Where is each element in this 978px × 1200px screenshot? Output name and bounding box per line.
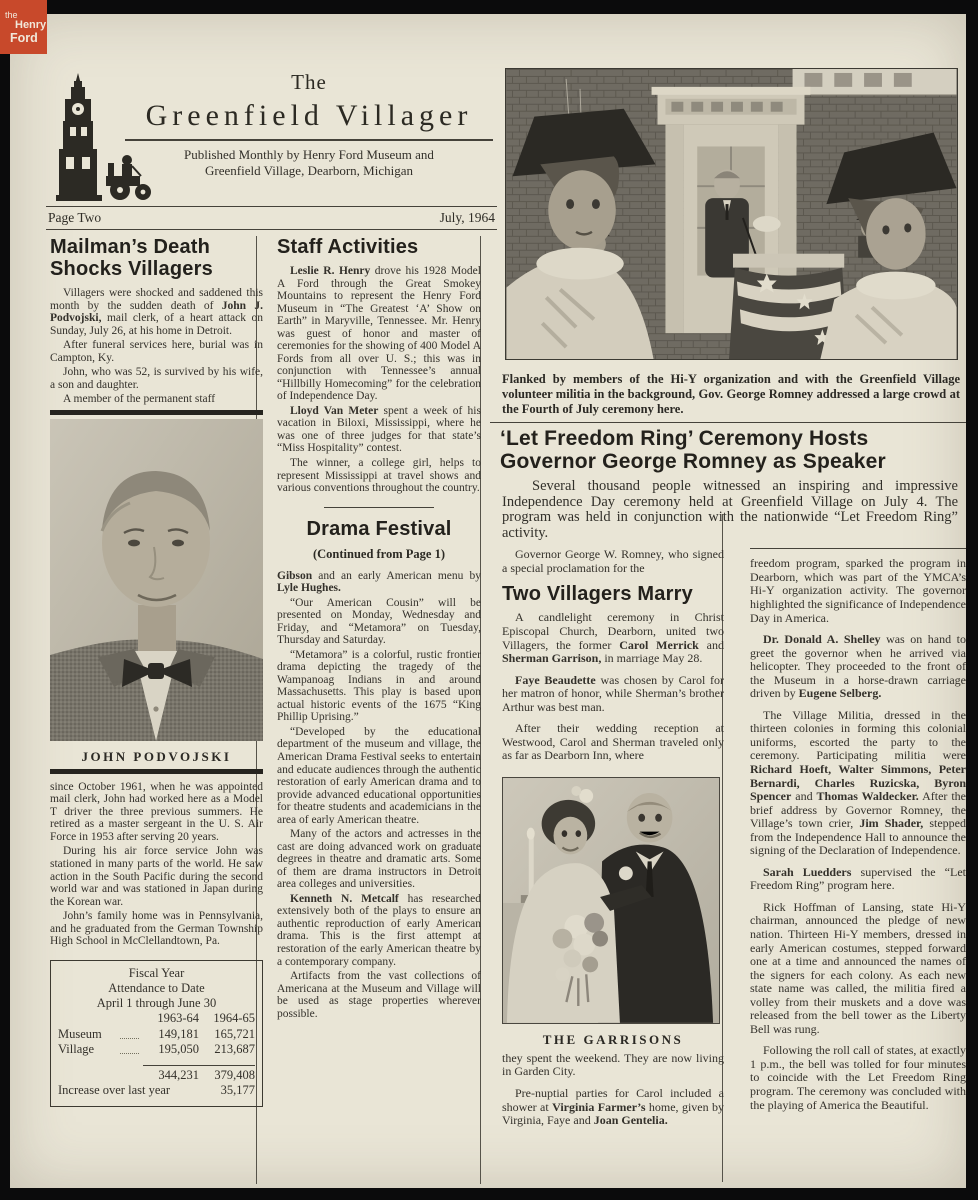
- subcolumn-right: [750, 548, 966, 1135]
- masthead-publisher-line1: Published Monthly by Henry Ford Museum and: [184, 147, 434, 162]
- text-segment: was chosen by Carol for her matron of honor, while Sherman’s brother Arthur was best man.: [502, 672, 725, 714]
- continued-note: (Continued from Page 1): [312, 546, 446, 561]
- column-header: 1964-65: [213, 1011, 255, 1026]
- masthead: [125, 70, 493, 180]
- text-segment: has researched extensively both of the plays to ensure an authentic reproduction of early American drama. This is the first attempt at restoration of the early American theatre by a contemporary company.: [277, 892, 481, 968]
- table-row: Museum 149,181 165,721: [58, 1026, 255, 1041]
- bold-name: Jim Shader,: [859, 816, 924, 831]
- drama-festival-headline: Drama Festival: [306, 517, 452, 540]
- text-segment: was on hand to greet the governor when he arrived via helicopter. They proceeded to the front of the Museum in a horse-drawn carriage driven by: [750, 632, 966, 701]
- text-segment: Pre-nuptial parties for Carol included a shower at: [502, 1086, 724, 1114]
- table-header-row: [58, 1011, 255, 1026]
- newsletter-page: [10, 14, 966, 1188]
- article-headline: Mailman’s Death Shocks Villagers: [50, 236, 213, 280]
- article-paragraph: After their wedding reception at Westwood, Carol and Sherman traveled only as far as Dearborn Inn, where: [502, 721, 724, 763]
- bold-name: Lyle Hughes.: [277, 582, 341, 595]
- bold-name: Sherman Garrison,: [502, 651, 602, 666]
- article-paragraph: [277, 405, 481, 455]
- dot-leader: [120, 1038, 139, 1039]
- article-paragraph: After funeral services here, burial was in Campton, Ky.: [50, 339, 263, 364]
- table-subtitle: April 1 through June 30: [96, 996, 217, 1011]
- article-paragraph: [502, 611, 724, 665]
- folio-line: [46, 206, 497, 230]
- text-segment: mail clerk, of a heart attack on Sunday, July 26, at his home in Detroit.: [50, 312, 263, 337]
- article-paragraph: Many of the actors and actresses in the cast are doing advanced work on graduate degrees in theatre and dramatic arts. Some of them are drama instructors in Detroit area colleges and universities.: [277, 828, 481, 891]
- article-paragraph: [750, 633, 966, 701]
- bold-name: Richard Hoeft, Walter Simmons, Peter Bernardi, Charles Ruzicska, Byron Spencer: [750, 762, 966, 804]
- podvojski-portrait-photo: [50, 419, 263, 741]
- article-paragraph: A member of the permanent staff: [63, 393, 216, 406]
- article-paragraph: Rick Hoffman of Lansing, state Hi-Y chairman, announced the pledge of new nation. Thirteen Hi-Y members, dressed in early American costumes, stepped forward one at a time and announced the names of the signers for each colony. As each new state name was called, the militia fired a volley from their muskets and a dove was released from the bell tower as the Liberty Bell was rung.: [750, 899, 966, 1036]
- text-segment: and an early American menu by: [312, 569, 481, 582]
- table-row: Village 195,050 213,687: [58, 1041, 255, 1056]
- bold-name: Eugene Selberg.: [798, 686, 882, 701]
- text-segment: in marriage May 28.: [601, 651, 703, 666]
- section-rule: [750, 548, 966, 549]
- section-rule: [490, 422, 966, 423]
- article-paragraph: [50, 287, 263, 337]
- romney-photo-caption: Flanked by members of the Hi-Y organization and with the Greenfield Village volunteer militia in the background, Gov. George Romney addressed a large crowd at the Fourth of July ceremony here.: [502, 372, 960, 416]
- photo-caption: JOHN PODVOJSKI: [81, 748, 232, 764]
- article-paragraph: they spent the weekend. They are now living in Garden City.: [502, 1050, 724, 1079]
- article-paragraph: “Our American Cousin” will be presented on Monday, Wednesday and Friday, and “Metamora” on Tuesday, Thursday and Saturday.: [277, 596, 481, 647]
- article-paragraph: since October 1961, when he was appointed mail clerk, John had worked here as a Model T driver the three previous summers. He retired as a master sergeant in the U. S. Air Force in 1953 after serving 20 years.: [50, 780, 263, 843]
- text-segment: and: [791, 789, 817, 804]
- article-paragraph: Artifacts from the vast collections of Americana at the Museum and Village will be used as stage properties wherever possible.: [277, 970, 481, 1020]
- the-henry-ford-logo: the Henry Ford: [0, 0, 47, 54]
- photo-rule: [50, 769, 263, 774]
- text-segment: stepped from the Independence Hall to announce the signing of the Declaration of Independence.: [750, 816, 967, 858]
- article-mailmans-death: [50, 236, 263, 1107]
- text-segment: supervised the “Let Freedom Ring” program here.: [750, 864, 966, 893]
- article-paragraph: [277, 265, 481, 403]
- photo-rule: [50, 410, 263, 415]
- bold-name: Leslie R. Henry: [290, 265, 371, 277]
- attendance-table: [50, 960, 263, 1107]
- article-paragraph: “Developed by the educational department of the museum and village, the American Drama Festival seeks to entertain and educate audiences through the authentic restoration of early American drama and to provide advanced educational opportunities for theatre students and academicians in the area of early American theatre.: [277, 725, 481, 826]
- table-subtitle: Attendance to Date: [108, 980, 205, 995]
- section-rule: [324, 507, 434, 508]
- article-paragraph: Governor George W. Romney, who signed a special proclamation for the: [502, 547, 724, 575]
- article-paragraph: The winner, a college girl, helps to represent Mississippi at travel shows and various conventions throughout the country.: [277, 456, 481, 495]
- bold-name: Kenneth N. Metcalf: [290, 892, 399, 905]
- bold-name: Lloyd Van Meter: [290, 404, 379, 417]
- bold-name: Dr. Donald A. Shelley: [763, 632, 881, 647]
- text-segment: drove his 1928 Model A Ford through the Great Smokey Mountains to represent the Henry Ford Museum in “The Greatest ‘A’ Show on Earth” in Maryville, Tennessee. Mr. Henry was guest of honor and master of ceremonies for the showing of 400 Model A Fords from all over U. S.; this was in conjunction with Tennessee’s annual “Hillbilly Homecoming” for the celebration of Independence Day.: [277, 265, 481, 403]
- column-staff-drama: [277, 236, 481, 1022]
- article-paragraph: freedom program, sparked the program in Dearborn, which was part of the YMCA’s Hi-Y organization activity. The governor highlighted the significance of Independence Day in America.: [750, 556, 966, 625]
- page-number: Page Two: [48, 210, 102, 225]
- bold-name: John J. Podvojski,: [50, 299, 263, 325]
- text-segment: A candlelight ceremony in Christ Episcopal Church, Dearborn, united two Villagers, the former: [502, 610, 724, 652]
- text-segment: spent a week of his vacation in Biloxi, Mississippi, where he was one of three judges for that state’s “Miss Hospitality” contest.: [277, 404, 481, 455]
- table-total-row: 344,231 379,408: [58, 1065, 255, 1083]
- bold-name: Carol Merrick: [619, 637, 699, 652]
- article-paragraph: [277, 570, 481, 595]
- lead-paragraph: Several thousand people witnessed an inspiring and impressive Independence Day ceremony held at Greenfield Village on July 4. The program was held in conjunction with the nationwide “Let Freedom Ring” activity.: [502, 477, 958, 542]
- table-title: Fiscal Year: [128, 965, 185, 980]
- article-paragraph: [277, 893, 481, 968]
- text-segment: Villagers were shocked and saddened this month by the sudden death of: [50, 287, 263, 312]
- article-paragraph: [750, 709, 966, 858]
- masthead-the: The: [291, 70, 327, 94]
- article-paragraph: “Metamora” is a colorful, rustic frontier drama depicting the tragedy of the Wampanoag Indians in and around Massachusetts. This play is based upon actual historic events of the 1675 “King Phillip Uprising.”: [277, 648, 481, 724]
- bold-name: Virginia Farmer’s: [552, 1099, 646, 1114]
- romney-ceremony-photo: [505, 68, 958, 360]
- text-segment: After the brief address by Governor Romney, the Village’s town crier,: [750, 789, 966, 831]
- masthead-publisher-line2: Greenfield Village, Dearborn, Michigan: [205, 163, 413, 179]
- table-increase-row: Increase over last year 35,177: [58, 1083, 255, 1098]
- photo-caption: THE GARRISONS: [542, 1031, 684, 1047]
- text-segment: The Village Militia, dressed in the thirteen colonies in forming this colonial uniforms, escorted the party to the ceremony. Participating militia were: [750, 707, 966, 763]
- bold-name: Joan Gentelia.: [593, 1113, 668, 1128]
- subcolumn-left: [502, 548, 724, 1135]
- text-segment: home, given by Virginia, Faye and: [502, 1099, 725, 1128]
- two-villagers-marry-headline: Two Villagers Marry: [502, 583, 693, 606]
- article-paragraph: Following the roll call of states, at exactly 1 p.m., the bell was tolled for four minutes to coincide with the Let Freedom Ring program. The ceremony was concluded with the playing of America the Beautiful.: [750, 1043, 966, 1112]
- article-paragraph: John’s family home was in Pennsylvania, and he graduated from the German Township High School in McClellandtown, Pa.: [50, 910, 263, 948]
- staff-activities-headline: Staff Activities: [277, 236, 419, 258]
- masthead-title: Greenfield Villager: [145, 99, 473, 132]
- article-paragraph: John, who was 52, is survived by his wife, a son and daughter.: [50, 366, 263, 391]
- masthead-rule: [125, 139, 493, 141]
- let-freedom-ring-headline: ‘Let Freedom Ring’ Ceremony Hosts Governor George Romney as Speaker: [500, 427, 886, 473]
- article-paragraph: [750, 866, 966, 893]
- bold-name: Thomas Waldecker.: [816, 789, 919, 804]
- bold-name: Faye Beaudette: [515, 672, 596, 687]
- article-paragraph: [502, 1087, 724, 1128]
- garrisons-wedding-photo: [502, 777, 720, 1024]
- column-header: 1963-64: [157, 1011, 199, 1026]
- article-paragraph: During his air force service John was stationed in many parts of the world. He saw action in the South Pacific during the second world war and was stationed in Japan during the Korean war.: [50, 845, 263, 908]
- text-segment: and: [698, 637, 725, 652]
- dot-leader: [120, 1053, 139, 1054]
- article-paragraph: [502, 674, 724, 715]
- bold-name: Sarah Luedders: [763, 864, 852, 879]
- bold-name: Gibson: [277, 569, 313, 582]
- right-section: [490, 64, 966, 1136]
- issue-date: July, 1964: [439, 210, 495, 225]
